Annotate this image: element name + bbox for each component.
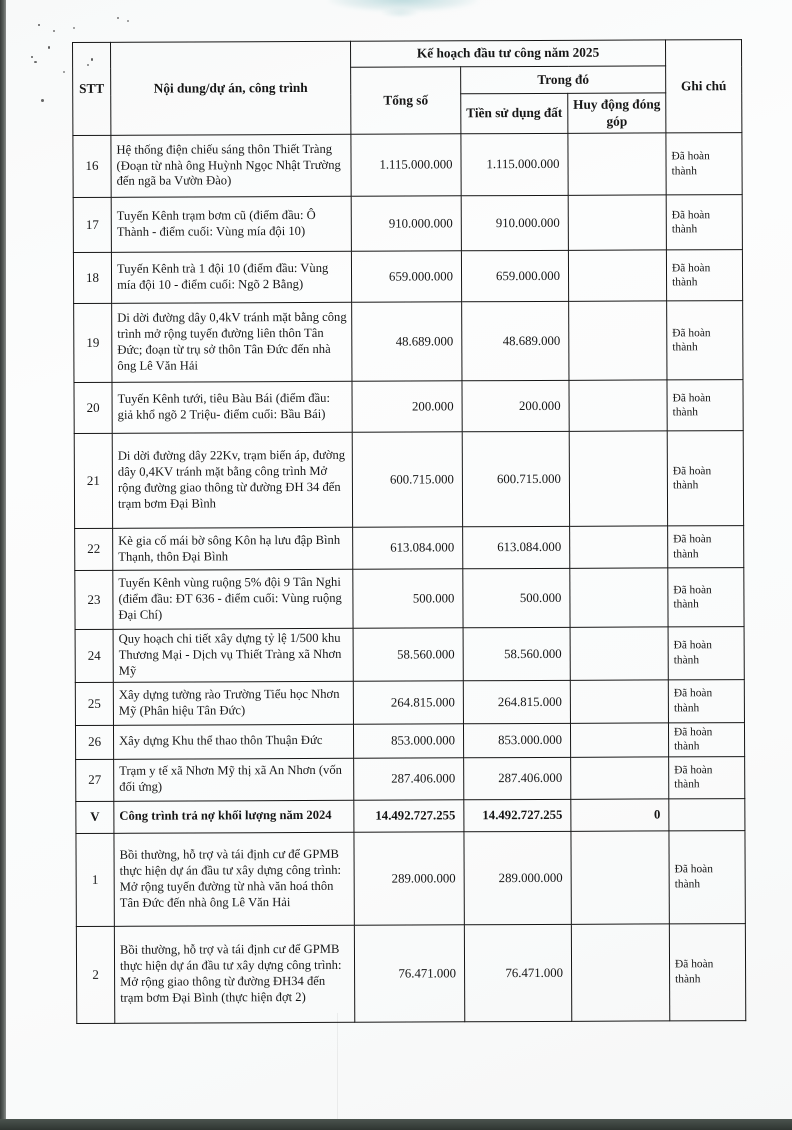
contribution-amount-cell	[568, 195, 666, 250]
contribution-amount-cell	[571, 757, 669, 799]
contribution-amount-cell: 0	[571, 799, 669, 831]
contribution-amount-cell	[570, 680, 668, 723]
note-cell	[669, 798, 745, 830]
project-description-cell: Di dời đường dây 0,4kV tránh mặt bằng công trình mở rộng tuyến đường liên thôn Tân Đức; đoạn từ trụ sở thôn Tân Đức đến nhà ông Lê Văn Hải	[112, 302, 352, 382]
header-total: Tổng số	[351, 67, 461, 134]
ink-smudge-top-secondary	[380, 8, 420, 18]
project-description-cell: Di dời đường dây 22Kv, trạm biến áp, đường dây 0,4KV tránh mặt bằng công trình Mở rộng đường giao thông từ đường ĐH 34 đến trạm bơm Đại Bình	[112, 432, 352, 528]
note-cell: Đã hoàn thành	[669, 756, 745, 798]
contribution-amount-cell	[569, 380, 667, 431]
total-amount-cell: 264.815.000	[353, 681, 463, 724]
investment-plan-table	[72, 39, 745, 1024]
note-cell: Đã hoàn thành	[666, 133, 742, 195]
row-index-cell: 21	[74, 433, 112, 528]
total-amount-cell: 600.715.000	[352, 432, 462, 527]
note-cell: Đã hoàn thành	[668, 568, 744, 627]
row-index-cell: 24	[75, 629, 113, 682]
row-index-cell: 16	[73, 135, 111, 197]
table-row	[75, 526, 744, 571]
contribution-amount-cell	[570, 526, 668, 568]
land-use-amount-cell: 287.406.000	[464, 757, 571, 799]
contribution-amount-cell	[569, 301, 667, 380]
project-description-cell: Trạm y tế xã Nhơn Mỹ thị xã An Nhơn (vốn đối ứng)	[114, 758, 354, 801]
row-index-cell: 18	[73, 252, 111, 303]
note-cell: Đã hoàn thành	[668, 627, 744, 680]
table-row	[73, 133, 742, 198]
table-row	[76, 798, 745, 833]
land-use-amount-cell: 289.000.000	[464, 831, 571, 924]
total-amount-cell: 853.000.000	[353, 724, 463, 758]
note-cell: Đã hoàn thành	[668, 526, 744, 568]
contribution-amount-cell	[570, 723, 668, 757]
note-cell: Đã hoàn thành	[667, 431, 743, 526]
row-index-cell: 26	[75, 725, 113, 759]
note-cell: Đã hoàn thành	[666, 195, 742, 250]
land-use-amount-cell: 613.084.000	[463, 526, 570, 568]
land-use-amount-cell: 264.815.000	[463, 680, 570, 723]
contribution-amount-cell	[568, 133, 666, 195]
table-row	[73, 195, 742, 253]
row-index-cell: 22	[75, 528, 113, 570]
land-use-amount-cell: 14.492.727.255	[464, 799, 571, 831]
project-description-cell: Tuyến Kênh tưới, tiêu Bàu Bái (điểm đầu: giả khổ ngõ 2 Triệu- điểm cuối: Bầu Bái)	[112, 381, 352, 433]
row-index-cell: 19	[74, 303, 112, 382]
table-row	[76, 756, 745, 801]
row-index-cell: 2	[76, 926, 114, 1023]
contribution-amount-cell	[571, 924, 669, 1021]
land-use-amount-cell: 1.115.000.000	[461, 133, 568, 195]
total-amount-cell: 659.000.000	[351, 251, 461, 302]
row-index-cell: 23	[75, 570, 113, 629]
scan-edge-bottom-strip	[0, 1119, 792, 1130]
row-index-cell: 25	[75, 682, 113, 725]
total-amount-cell: 14.492.727.255	[354, 800, 464, 832]
table-row	[74, 431, 743, 529]
contribution-amount-cell	[568, 250, 666, 301]
total-amount-cell: 76.471.000	[354, 925, 464, 1022]
total-amount-cell: 289.000.000	[354, 832, 464, 925]
row-index-cell: 17	[73, 197, 111, 252]
table-row	[75, 568, 744, 630]
project-description-cell: Tuyến Kênh trà 1 đội 10 (điểm đầu: Vùng mía đội 10 - điểm cuối: Ngõ 2 Bằng)	[111, 251, 351, 303]
table-row	[76, 830, 745, 926]
table-row	[73, 250, 742, 304]
table-row	[74, 301, 743, 383]
project-description-cell: Quy hoạch chi tiết xây dựng tỷ lệ 1/500 khu Thương Mại - Dịch vụ Thiết Tràng xã Nhơn Mỹ	[113, 628, 353, 682]
note-cell: Đã hoàn thành	[668, 723, 744, 757]
header-note: Ghi chú	[666, 40, 742, 133]
table-header	[73, 40, 742, 136]
land-use-amount-cell: 910.000.000	[461, 195, 568, 250]
land-use-amount-cell: 500.000	[463, 568, 570, 627]
header-mobilized-contribution: Huy động đóng góp	[568, 93, 666, 133]
note-cell: Đã hoàn thành	[669, 830, 745, 923]
row-index-cell: V	[76, 801, 114, 833]
land-use-amount-cell: 58.560.000	[463, 627, 570, 680]
total-amount-cell: 613.084.000	[353, 527, 463, 569]
project-description-cell: Kè gia cố mái bờ sông Kôn hạ lưu đập Bình Thạnh, thôn Đại Bình	[113, 527, 353, 570]
land-use-amount-cell: 600.715.000	[462, 431, 569, 526]
table-row	[76, 923, 745, 1023]
table-row	[75, 680, 744, 726]
total-amount-cell: 287.406.000	[354, 758, 464, 800]
total-amount-cell: 1.115.000.000	[351, 134, 461, 196]
row-index-cell: 1	[76, 833, 114, 926]
contribution-amount-cell	[570, 568, 668, 627]
header-including: Trong đó	[461, 66, 666, 94]
table-body	[73, 133, 746, 1024]
row-index-cell: 20	[74, 382, 112, 433]
project-description-cell: Công trình trả nợ khối lượng năm 2024	[114, 800, 354, 833]
table-row	[75, 627, 744, 683]
contribution-amount-cell	[571, 831, 669, 924]
project-description-cell: Tuyến Kênh trạm bơm cũ (điểm đầu: Ô Thành - điểm cuối: Vùng mía đội 10)	[111, 196, 351, 252]
land-use-amount-cell: 48.689.000	[462, 301, 569, 380]
total-amount-cell: 910.000.000	[351, 196, 461, 251]
project-description-cell: Bồi thường, hỗ trợ và tái định cư để GPMB thực hiện dự án đầu tư xây dựng công trình: Mở rộng tuyến đường từ nhà văn hoá thôn Tân Đức đến nhà ông Lê Văn Hải	[114, 832, 354, 926]
note-cell: Đã hoàn thành	[666, 250, 742, 301]
land-use-amount-cell: 200.000	[462, 380, 569, 431]
paper-fold-line	[337, 1013, 338, 1119]
total-amount-cell: 500.000	[353, 569, 463, 628]
note-cell: Đã hoàn thành	[667, 301, 743, 380]
header-content: Nội dung/dự án, công trình	[111, 41, 351, 135]
project-description-cell: Tuyến Kênh vùng ruộng 5% đội 9 Tân Nghi (điểm đầu: ĐT 636 - điểm cuối: Vùng ruộng Đại Chí)	[113, 569, 353, 629]
land-use-amount-cell: 853.000.000	[463, 723, 570, 757]
project-description-cell: Bồi thường, hỗ trợ và tái định cư để GPMB thực hiện dự án đầu tư xây dựng công trình: Mở rộng giao thông từ đường ĐH34 đến trạm bơm Đại Bình (thực hiện đợt 2)	[114, 925, 354, 1023]
land-use-amount-cell: 76.471.000	[464, 924, 571, 1021]
contribution-amount-cell	[570, 627, 668, 680]
header-land-use-fee: Tiền sử dụng đất	[461, 93, 568, 133]
note-cell: Đã hoàn thành	[668, 680, 744, 723]
row-index-cell: 27	[76, 759, 114, 801]
total-amount-cell: 58.560.000	[353, 628, 463, 681]
table-row	[74, 380, 743, 434]
total-amount-cell: 200.000	[352, 381, 462, 432]
project-description-cell: Xây dựng Khu thể thao thôn Thuận Đức	[113, 724, 353, 759]
table-row	[75, 723, 744, 760]
total-amount-cell: 48.689.000	[352, 302, 462, 381]
note-cell: Đã hoàn thành	[667, 380, 743, 431]
contribution-amount-cell	[569, 431, 667, 526]
project-description-cell: Xây dựng tường rào Trường Tiểu học Nhơn Mỹ (Phân hiệu Tân Đức)	[113, 681, 353, 725]
header-stt: STT	[73, 42, 111, 135]
land-use-amount-cell: 659.000.000	[461, 250, 568, 301]
scan-edge-left-strip	[0, 0, 6, 1122]
header-plan-2025: Kế hoạch đầu tư công năm 2025	[350, 40, 665, 67]
project-description-cell: Hệ thống điện chiếu sáng thôn Thiết Tràng (Đoạn từ nhà ông Huỳnh Ngọc Nhật Trường đến ngã ba Vườn Đào)	[111, 134, 351, 197]
note-cell: Đã hoàn thành	[669, 923, 745, 1020]
